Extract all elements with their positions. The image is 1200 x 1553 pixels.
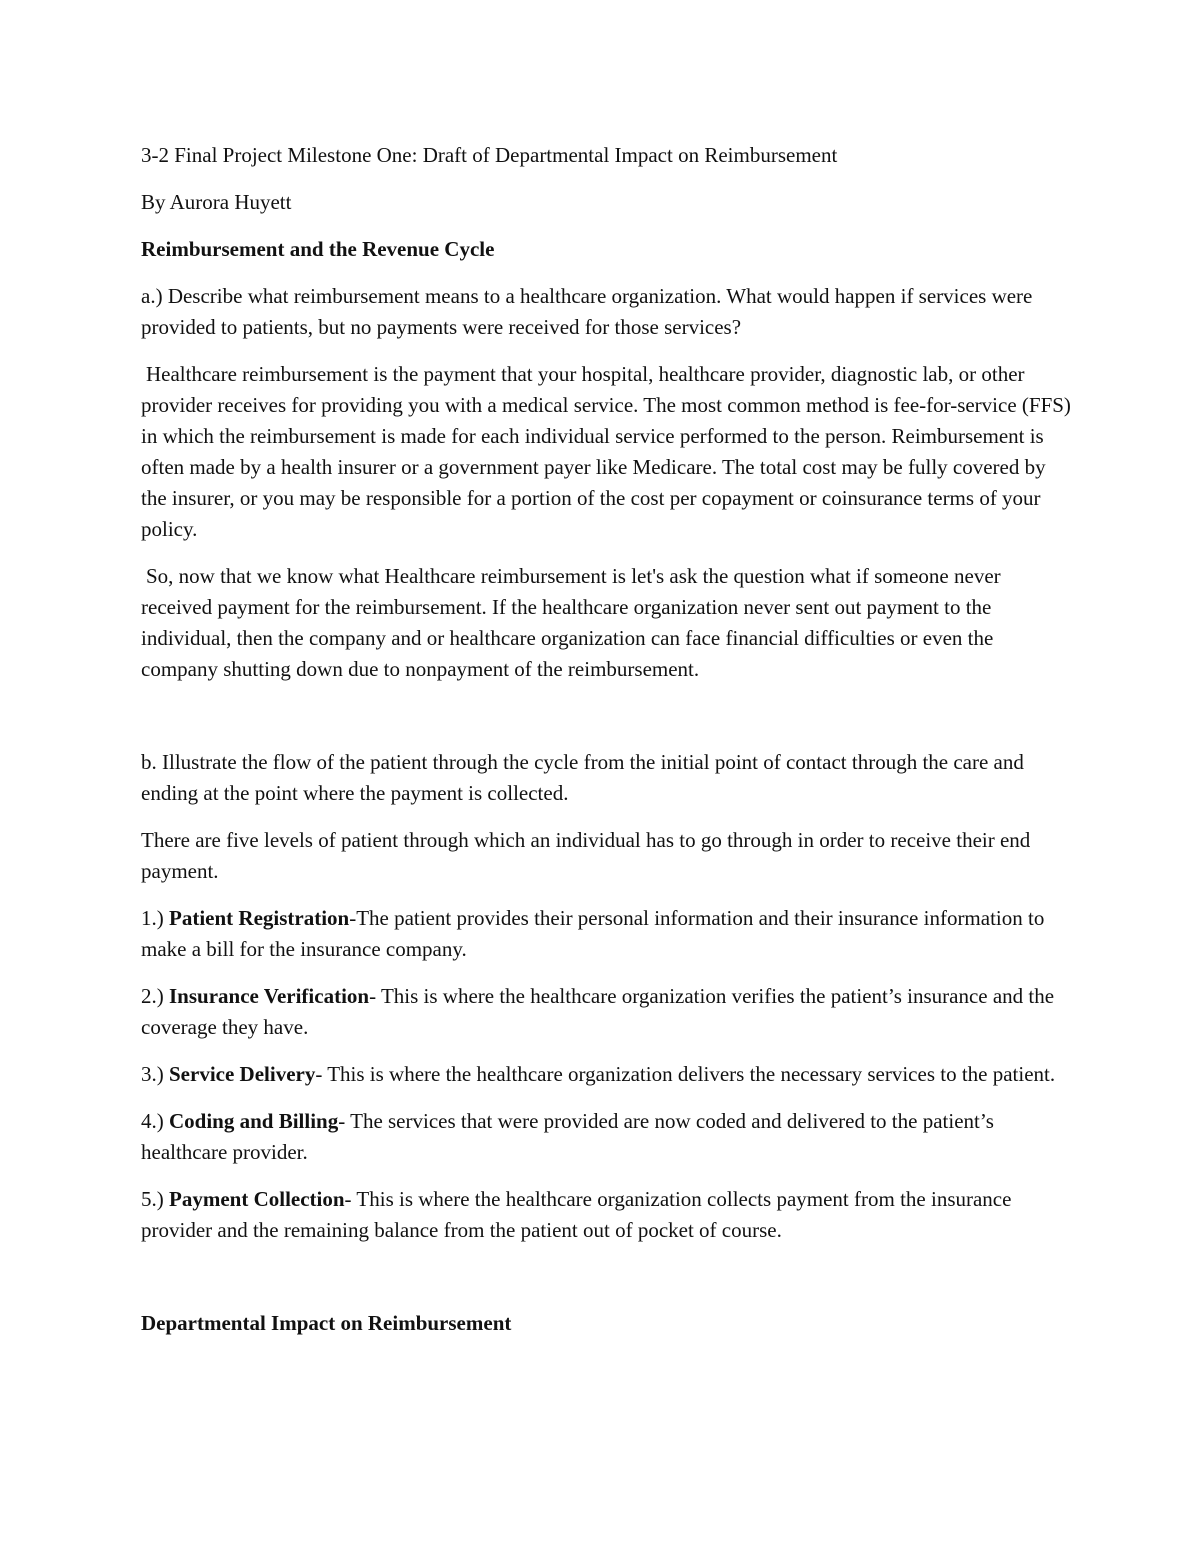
step-item <box>141 903 1071 965</box>
answer-b-intro: There are five levels of patient through which an individual has to go through in order to receive their end payment. <box>141 828 1031 883</box>
question-b: b. Illustrate the flow of the patient through the cycle from the initial point of contact through the care and ending at the point where the payment is collected. <box>141 750 1024 805</box>
step-item <box>141 981 1071 1043</box>
step-number: 3.) <box>141 1062 169 1086</box>
section-heading-revenue-cycle: Reimbursement and the Revenue Cycle <box>141 237 495 261</box>
step-number: 4.) <box>141 1109 169 1133</box>
step-text: - This is where the healthcare organization delivers the necessary services to the patient. <box>315 1062 1056 1086</box>
step-label: Payment Collection <box>169 1187 345 1211</box>
section-heading-departmental-impact: Departmental Impact on Reimbursement <box>141 1311 512 1335</box>
step-label: Coding and Billing <box>169 1109 339 1133</box>
step-item <box>141 1059 1071 1090</box>
question-a: a.) Describe what reimbursement means to a healthcare organization. What would happen if services were provided to patients, but no payments were received for those services? <box>141 284 1033 339</box>
step-text: - This is where the healthcare organization collects payment from the insurance provider and the remaining balance from the patient out of pocket of course. <box>141 1187 1012 1242</box>
step-item <box>141 1106 1071 1168</box>
spacer <box>141 1262 1071 1308</box>
step-number: 1.) <box>141 906 169 930</box>
step-label: Insurance Verification <box>169 984 370 1008</box>
step-text: - The services that were provided are now coded and delivered to the patient’s healthcare provider. <box>141 1109 994 1164</box>
step-item <box>141 1184 1071 1246</box>
step-number: 5.) <box>141 1187 169 1211</box>
document-page <box>141 140 1071 1355</box>
answer-a-paragraph-2: So, now that we know what Healthcare reimbursement is let's ask the question what if someone never received payment for the reimbursement. If the healthcare organization never sent out payment to the individual, then the company and or healthcare organization can face financial difficulties or even the company shutting down due to nonpayment of the reimbursement. <box>141 564 1001 681</box>
document-title: 3-2 Final Project Milestone One: Draft of Departmental Impact on Reimbursement <box>141 143 838 167</box>
step-label: Patient Registration <box>169 906 350 930</box>
step-text: -The patient provides their personal information and their insurance information to make a bill for the insurance company. <box>141 906 1045 961</box>
step-number: 2.) <box>141 984 169 1008</box>
step-label: Service Delivery <box>169 1062 316 1086</box>
step-text: - This is where the healthcare organization verifies the patient’s insurance and the coverage they have. <box>141 984 1055 1039</box>
document-author: By Aurora Huyett <box>141 190 292 214</box>
spacer <box>141 701 1071 747</box>
answer-a-paragraph-1: Healthcare reimbursement is the payment that your hospital, healthcare provider, diagnostic lab, or other provider receives for providing you with a medical service. The most common method is fee-for-service (FFS) in which the reimbursement is made for each individual service performed to the person. Reimbursement is often made by a health insurer or a government payer like Medicare. The total cost may be fully covered by the insurer, or you may be responsible for a portion of the cost per copayment or coinsurance terms of your policy. <box>141 362 1071 541</box>
